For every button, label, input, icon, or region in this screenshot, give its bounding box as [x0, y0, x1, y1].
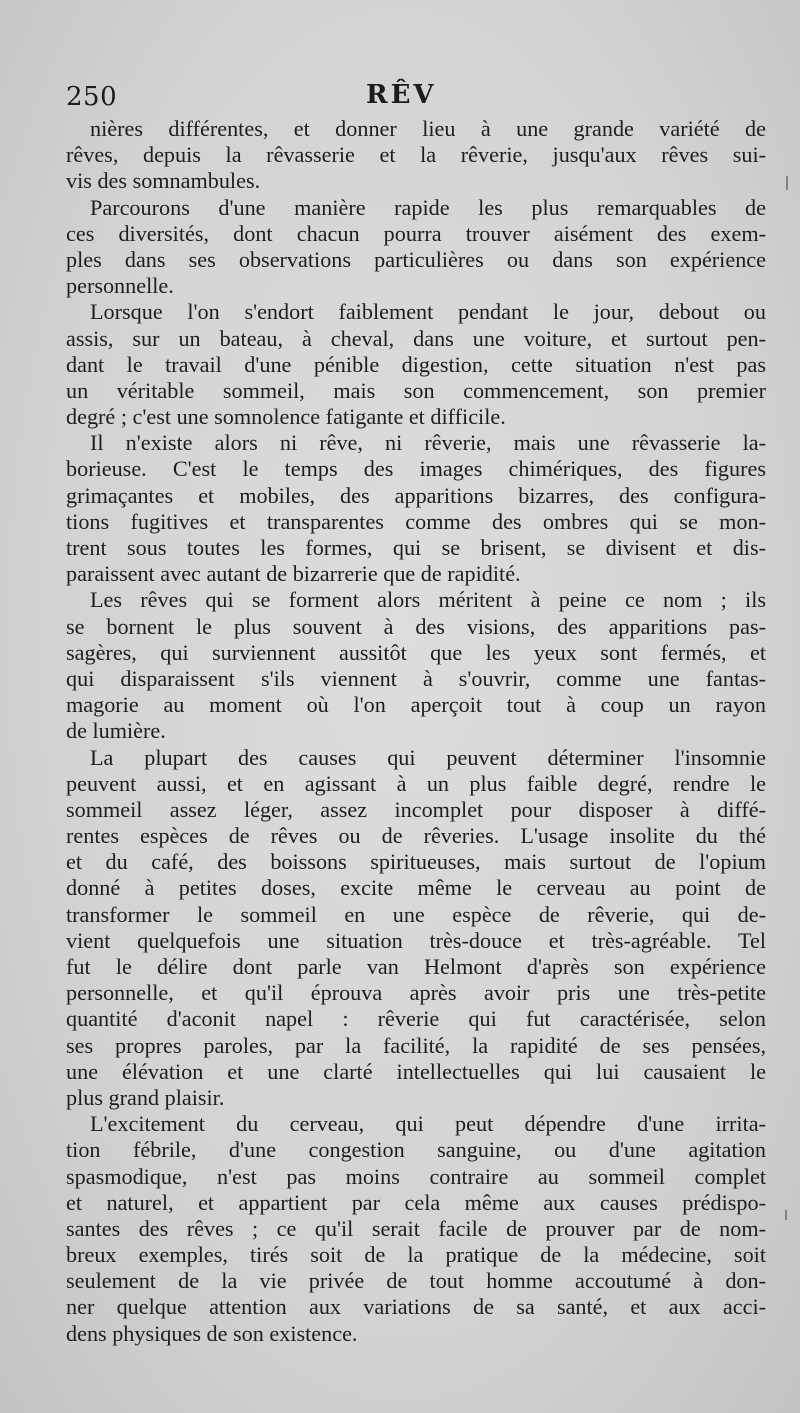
- text-line: Il n'existe alors ni rêve, ni rêverie, mais une rêvasserie la-: [90, 430, 766, 456]
- text-line: breux exemples, tirés soit de la pratique de la médecine, soit: [66, 1242, 766, 1268]
- text-line: se bornent le plus souvent à des visions, des apparitions pas-: [66, 613, 766, 639]
- text-line: donné à petites doses, excite même le cerveau au point de: [66, 875, 766, 901]
- text-line: tions fugitives et transparentes comme des ombres qui se mon-: [66, 508, 766, 534]
- text-line: paraissent avec autant de bizarrerie que de rapidité.: [66, 561, 521, 587]
- text-line: sommeil assez léger, assez incomplet pour disposer à diffé-: [66, 796, 766, 822]
- page-header: [66, 80, 766, 120]
- text-line: magorie au moment où l'on aperçoit tout à coup un rayon: [66, 692, 766, 718]
- body-text: [66, 116, 766, 1347]
- text-line: trent sous toutes les formes, qui se brisent, se divisent et dis-: [66, 535, 766, 560]
- text-line: Lorsque l'on s'endort faiblement pendant le jour, debout ou: [90, 299, 766, 325]
- text-line: plus grand plaisir.: [66, 1084, 225, 1110]
- text-line: rêves, depuis la rêvasserie et la rêverie, jusqu'aux rêves sui-: [66, 142, 766, 168]
- text-line: fut le délire dont parle van Helmont d'après son expérience: [66, 954, 766, 979]
- text-line: ses propres paroles, par la facilité, la rapidité de ses pensées,: [66, 1032, 766, 1058]
- text-line: une élévation et une clarté intellectuelles qui lui causaient le: [66, 1058, 766, 1084]
- text-line: transformer le sommeil en une espèce de rêverie, qui de-: [66, 901, 766, 927]
- paragraph: [66, 299, 766, 430]
- text-line: seulement de la vie privée de tout homme accoutumé à don-: [66, 1268, 766, 1294]
- text-line: dant le travail d'une pénible digestion, cette situation n'est pas: [66, 351, 766, 377]
- text-line: nières différentes, et donner lieu à une grande variété de: [90, 116, 766, 141]
- text-line: sagères, qui surviennent aussitôt que les yeux sont fermés, et: [66, 639, 766, 665]
- text-line: et du café, des boissons spiritueuses, mais surtout de l'opium: [66, 849, 766, 875]
- text-line: santes des rêves ; ce qu'il serait facile de prouver par de nom-: [66, 1215, 766, 1241]
- text-line: ner quelque attention aux variations de sa santé, et aux acci-: [66, 1294, 766, 1320]
- paper-speck: [785, 1210, 787, 1220]
- text-line: Les rêves qui se forment alors méritent à peine ce nom ; ils: [90, 587, 766, 613]
- text-line: rentes espèces de rêves ou de rêveries. L'usage insolite du thé: [66, 823, 766, 849]
- text-line: L'excitement du cerveau, qui peut dépendre d'une irrita-: [90, 1111, 766, 1137]
- text-line: borieuse. C'est le temps des images chimériques, des figures: [66, 456, 766, 482]
- text-line: La plupart des causes qui peuvent déterminer l'insomnie: [90, 744, 766, 770]
- running-head: RÊV: [366, 80, 437, 110]
- text-line: vis des somnambules.: [66, 168, 261, 194]
- text-line: quantité d'aconit napel : rêverie qui fut caractérisée, selon: [66, 1006, 766, 1032]
- paragraph: [66, 430, 766, 587]
- text-line: assis, sur un bateau, à cheval, dans une voiture, et surtout pen-: [66, 325, 766, 351]
- text-line: personnelle, et qu'il éprouva après avoir pris une très-petite: [66, 980, 766, 1006]
- page-number: 250: [66, 82, 118, 112]
- text-line: qui disparaissent s'ils viennent à s'ouvrir, comme une fantas-: [66, 665, 766, 691]
- text-line: tion fébrile, d'une congestion sanguine, ou d'une agitation: [66, 1137, 766, 1163]
- paragraph: [66, 1111, 766, 1347]
- text-line: peuvent aussi, et en agissant à un plus faible degré, rendre le: [66, 770, 766, 796]
- text-line: ces diversités, dont chacun pourra trouver aisément des exem-: [66, 220, 766, 246]
- text-line: vient quelquefois une situation très-douce et très-agréable. Tel: [66, 927, 766, 953]
- paragraph: [66, 116, 766, 195]
- text-line: de lumière.: [66, 718, 166, 744]
- paragraph: [66, 745, 766, 1112]
- text-line: ples dans ses observations particulières ou dans son expérience: [66, 246, 766, 272]
- text-line: dens physiques de son existence.: [66, 1320, 358, 1346]
- text-line: Parcourons d'une manière rapide les plus remarquables de: [90, 194, 766, 220]
- text-line: degré ; c'est une somnolence fatigante et difficile.: [66, 404, 506, 430]
- text-line: spasmodique, n'est pas moins contraire au sommeil complet: [66, 1163, 766, 1189]
- paragraph: [66, 587, 766, 744]
- paper-speck: [786, 176, 788, 190]
- text-line: grimaçantes et mobiles, des apparitions bizarres, des configura-: [66, 482, 766, 508]
- text-line: un véritable sommeil, mais son commencement, son premier: [66, 377, 766, 403]
- paragraph: [66, 195, 766, 300]
- text-line: personnelle.: [66, 273, 174, 299]
- text-line: et naturel, et appartient par cela même aux causes prédispo-: [66, 1189, 766, 1215]
